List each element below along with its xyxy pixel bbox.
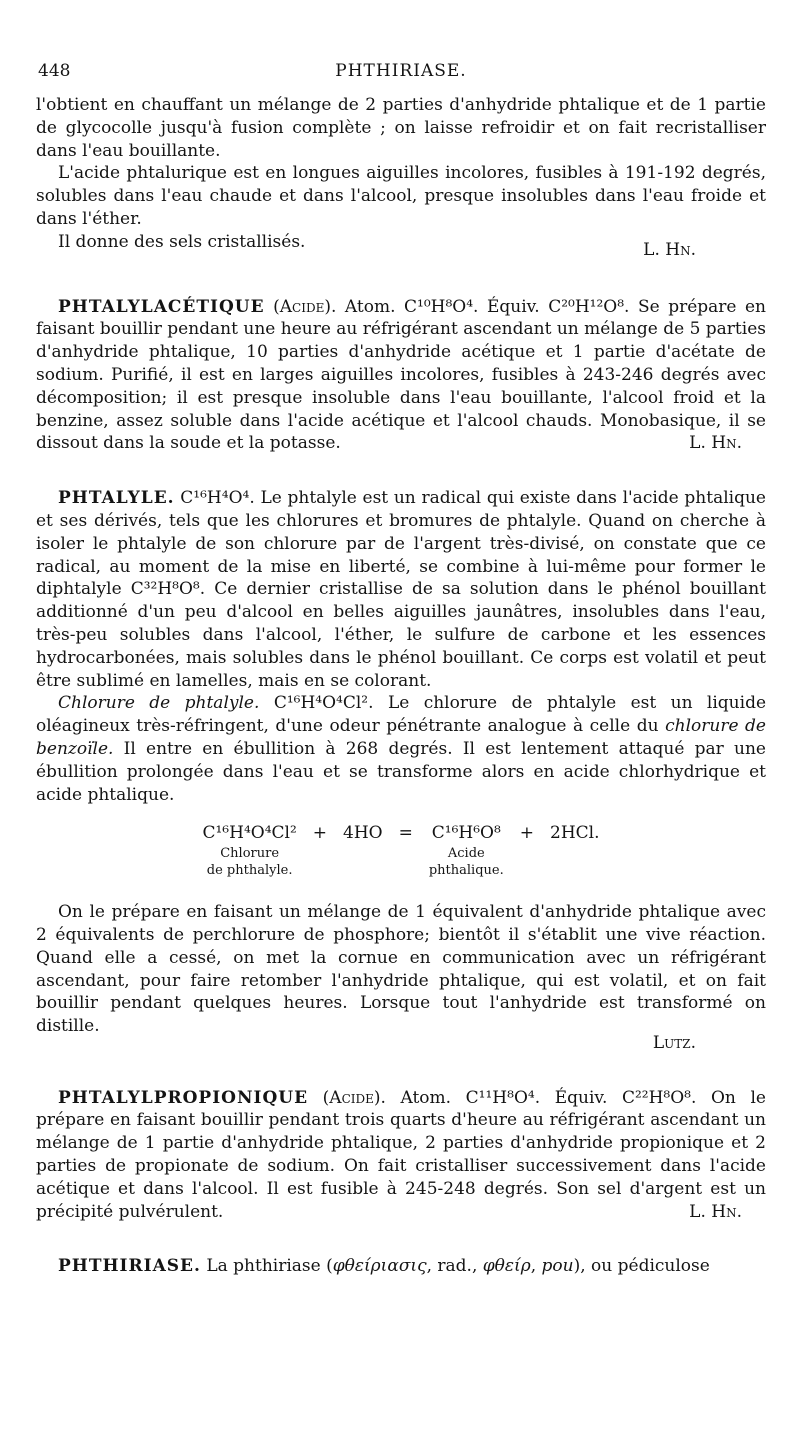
entry-text: Le phtalyle est un radical qui existe dans l'acide phtalique et ses dérivés, tels que les chlorures et bromures de phtalyle. Quand on cherche à isoler le phtalyle de son chlorure par de l'argent très-divisé, on constate que ce radical, au moment de la mise en liberté, se combine à lui-même pour former le diphtalyle C³²H⁸O⁸. Ce dernier cristallise de sa solution dans le phénol bouillant additionné d'un peu d'alcool en belles aiguilles jaunâtres, insolubles dans l'eau, très-peu solubles dans l'alcool, l'éther, le sulfure de carbone et les essences hydrocarbonées, mais solubles dans le phénol bouillant. Ce corps est volatil et peut être sublimé en lamelles, mais en se colorant. [36, 488, 766, 691]
equals-sign: = [398, 823, 413, 844]
author-signature: L. Hn. [689, 1201, 742, 1222]
entry-text: On le prépare en faisant bouillir pendant trois quarts d'heure au réfrigérant ascendant un mélange de 1 partie d'anhydride phtalique, 2 parties d'anhydride propionique et 2 parties de propionate de sodium. On fait cristalliser successivement dans l'acide acétique et dans l'alcool. Il est fusible à 245-248 degrés. Son sel d'argent est un précipité pulvérulent. [36, 1087, 766, 1222]
entry-headword: PHTALYLE. [58, 488, 175, 509]
equation-term [202, 822, 296, 879]
subentry-text: Il entre en ébullition à 268 degrés. Il est lentement attaqué par une ébullition prolongée dans l'eau et se transforme alors en acide chlorhydrique et acide phtalique. [36, 738, 766, 805]
entry-qualifier: (Acide). [273, 296, 337, 317]
running-title: PHTHIRIASE. [335, 61, 467, 81]
paragraph: L'acide phtalurique est en longues aiguilles incolores, fusibles à 191-192 degrés, solubles dans l'eau chaude et dans l'alcool, presque insolubles dans l'eau froide et dans l'éther. [36, 163, 766, 229]
entry-text: ), ou pédiculose [573, 1256, 710, 1277]
atom-formula: C¹⁰H⁸O⁴. [404, 296, 479, 317]
subentry-text: Le chlorure de phtalyle est un liquide oléagineux très-réfringent, d'une odeur pénétrante analogue à celle du [36, 693, 767, 737]
chemical-equation [36, 822, 766, 879]
entry-formula: C¹⁶H⁴O⁴. [180, 488, 255, 509]
equiv-label: Équiv. [486, 296, 540, 317]
author-signature: Lutz. [652, 1032, 696, 1053]
entry-phtalyle [36, 487, 766, 692]
term-caption: Chlorure [220, 846, 280, 862]
atom-formula: C¹¹H⁸O⁴. [465, 1087, 541, 1108]
equiv-formula: C²⁰H¹²O⁸. [548, 296, 630, 317]
product: 2HCl. [550, 823, 600, 844]
chlorure-paragraph [36, 692, 766, 806]
term-caption: Acide [447, 846, 485, 862]
atom-label: Atom. [344, 296, 396, 317]
plus-sign: + [312, 823, 328, 844]
entry-qualifier: (Acide). [322, 1087, 386, 1108]
entry-text: Se prépare en faisant bouillir pendant une heure au réfrigérant ascendant un mélange de 5 parties d'anhydride phtalique, 10 parties d'anhydride acétique et 1 partie d'acétate de sodium. Purifié, il est en larges aiguilles incolores, fusibles à 243-246 degrés avec décomposition; il est presque insoluble dans l'eau bouillante, l'alcool froid et la benzine, assez soluble dans l'acide acétique et l'alcool chauds. Monobasique, il se dissout dans la soude et la potasse. [36, 296, 767, 454]
paragraph-text: Il donne des sels cristallisés. [58, 231, 306, 252]
entry-text: La phthiriase ( [206, 1256, 333, 1277]
reactant: C¹⁶H⁴O⁴Cl² [202, 823, 297, 844]
paragraph [36, 231, 766, 260]
entry-headword: PHTALYLPROPIONIQUE [58, 1087, 309, 1108]
page-header [36, 60, 766, 94]
author-signature: L. Hn. [643, 239, 696, 260]
term-caption: phthalique. [428, 863, 504, 879]
entry-headword: PHTHIRIASE. [58, 1256, 201, 1277]
entry-phtalylpropionique [36, 1087, 766, 1224]
greek-term: φθείρ [482, 1256, 531, 1277]
greek-term: φθείριασις [332, 1256, 427, 1277]
entry-phthiriase [36, 1255, 766, 1278]
equation-term [429, 822, 504, 879]
gloss: pou [541, 1256, 574, 1277]
equiv-formula: C²²H⁸O⁸. [621, 1087, 697, 1108]
product: C¹⁶H⁶O⁸ [431, 823, 501, 844]
subentry-formula: C¹⁶H⁴O⁴Cl². [273, 693, 374, 714]
entry-text: , rad., [426, 1256, 478, 1277]
author-signature: L. Hn. [689, 433, 742, 454]
page-number: 448 [38, 61, 71, 81]
atom-label: Atom. [400, 1087, 452, 1108]
entry-headword: PHTALYLACÉTIQUE [58, 296, 265, 317]
paragraph: l'obtient en chauffant un mélange de 2 parties d'anhydride phtalique et de 1 partie de glycocolle jusqu'à fusion complète ; on laisse refroidir et on fait recristalliser dans l'eau bouillante. [36, 95, 766, 161]
plus-sign: + [519, 823, 534, 844]
paragraph: On le prépare en faisant un mélange de 1 équivalent d'anhydride phtalique avec 2 équivalents de perchlorure de phosphore; bientôt il s'établit une vive réaction. Quand elle a cessé, on met la cornue en communication avec un réfrigérant ascendant, pour faire retomber l'anhydride phtalique, qui est volatil, et on fait bouillir pendant quelques heures. Lorsque tout l'anhydride est transformé on distille. [36, 902, 766, 1037]
equiv-label: Équiv. [554, 1087, 608, 1108]
entry-phtalylacetique [36, 296, 766, 456]
subentry-title: Chlorure de phtalyle. [58, 693, 260, 714]
entry-text: , [530, 1256, 537, 1277]
reactant: 4HO [343, 823, 383, 844]
cross-reference: chlorure de benzoïle. [36, 716, 766, 759]
term-caption: de phthalyle. [206, 863, 293, 879]
